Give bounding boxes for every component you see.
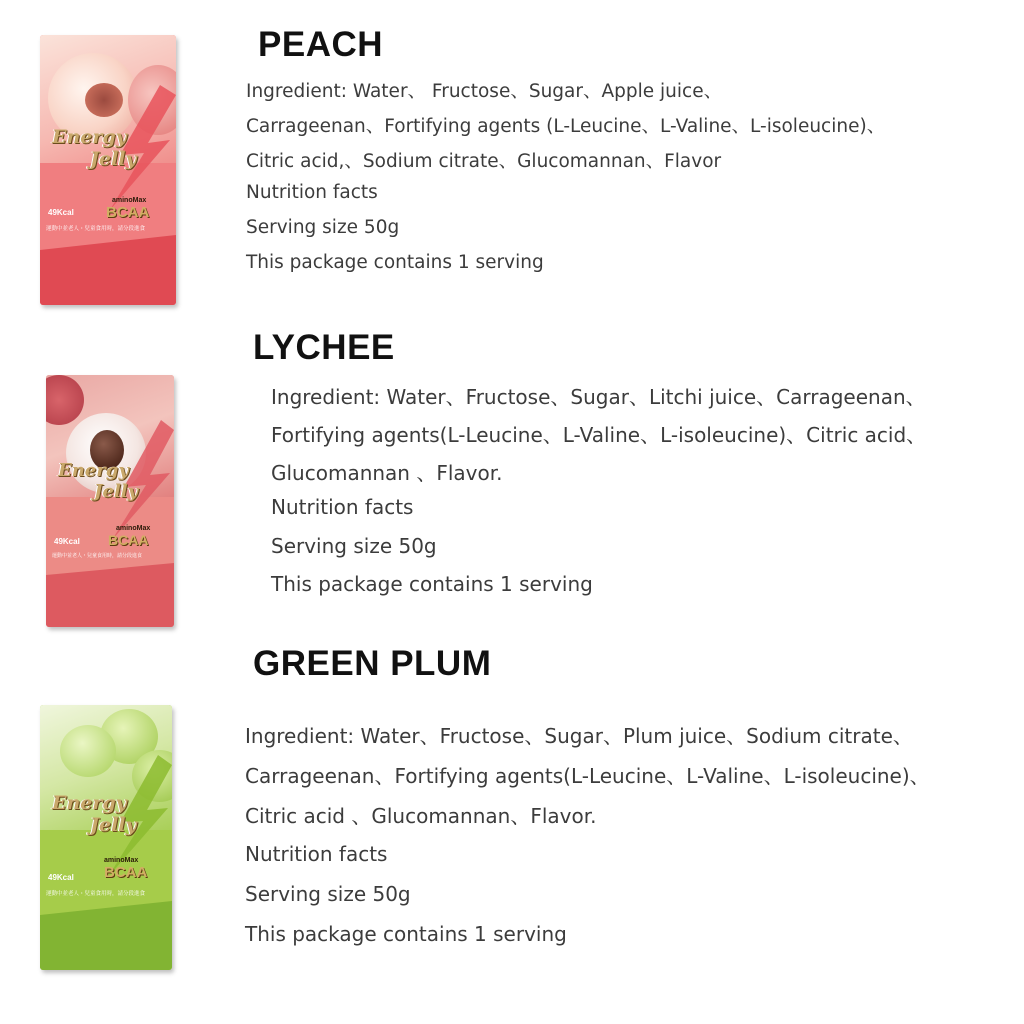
brand-name-line1: Energy	[52, 792, 127, 814]
serving-size-label: Serving size 50g	[246, 217, 400, 238]
peach-package-image	[40, 35, 176, 305]
ingredient-line-1: Ingredient: Water、 Fructose、Sugar、Apple juice、	[246, 81, 723, 102]
bcaa-label: BCAA	[106, 204, 150, 221]
nutrition-facts-label: Nutrition facts	[245, 842, 388, 866]
ingredient-line-2: Carrageenan、Fortifying agents(L-Leucine、L-Valine、L-isoleucine)、	[245, 764, 930, 788]
nutrition-facts-label: Nutrition facts	[271, 495, 414, 519]
sub-brand-label: aminoMax	[104, 857, 139, 864]
lychee-package-image	[46, 375, 174, 627]
nutrition-facts-label: Nutrition facts	[246, 182, 378, 203]
brand-name-line1: Energy	[58, 460, 129, 481]
ingredient-line-2: Carrageenan、Fortifying agents (L-Leucine、L-Valine、L-isoleucine)、	[246, 116, 886, 137]
serving-size-label: Serving size 50g	[245, 882, 411, 906]
brand-name-line2: Jelly	[94, 481, 139, 502]
ingredient-line-2: Fortifying agents(L-Leucine、L-Valine、L-isoleucine)、Citric acid、	[271, 423, 927, 447]
ingredient-line-1: Ingredient: Water、Fructose、Sugar、Litchi juice、Carrageenan、	[271, 385, 926, 409]
bcaa-label: BCAA	[108, 532, 149, 548]
brand-name-line1: Energy	[52, 126, 127, 148]
sub-brand-label: aminoMax	[112, 197, 147, 204]
kcal-label: 49Kcal	[48, 873, 74, 882]
product-title: LYCHEE	[253, 328, 395, 367]
small-print: 運動中並老人・兒童食用時，請分段進食	[46, 891, 146, 897]
small-print: 運動中並老人・兒童食用時，請分段進食	[46, 226, 146, 232]
sub-brand-label: aminoMax	[116, 525, 151, 532]
ingredient-line-3: Citric acid,、Sodium citrate、Glucomannan、Flavor	[246, 151, 722, 172]
bcaa-label: BCAA	[104, 864, 148, 881]
ingredient-line-3: Glucomannan 、Flavor.	[271, 461, 503, 485]
servings-per-package-label: This package contains 1 serving	[271, 572, 593, 596]
product-title: GREEN PLUM	[253, 644, 492, 683]
ingredient-line-1: Ingredient: Water、Fructose、Sugar、Plum juice、Sodium citrate、	[245, 724, 913, 748]
product-title: PEACH	[258, 25, 384, 64]
ingredient-line-3: Citric acid 、Glucomannan、Flavor.	[245, 804, 597, 828]
lightning-bolt-icon	[40, 705, 172, 970]
servings-per-package-label: This package contains 1 serving	[246, 252, 544, 273]
kcal-label: 49Kcal	[54, 537, 80, 546]
brand-name-line2: Jelly	[90, 148, 137, 170]
green-plum-package-image	[40, 705, 172, 970]
lightning-bolt-icon	[40, 35, 176, 305]
kcal-label: 49Kcal	[48, 208, 74, 217]
small-print: 運動中並老人・兒童食用時，請分段進食	[52, 553, 143, 559]
servings-per-package-label: This package contains 1 serving	[245, 922, 567, 946]
brand-name-line2: Jelly	[90, 814, 137, 836]
serving-size-label: Serving size 50g	[271, 534, 437, 558]
